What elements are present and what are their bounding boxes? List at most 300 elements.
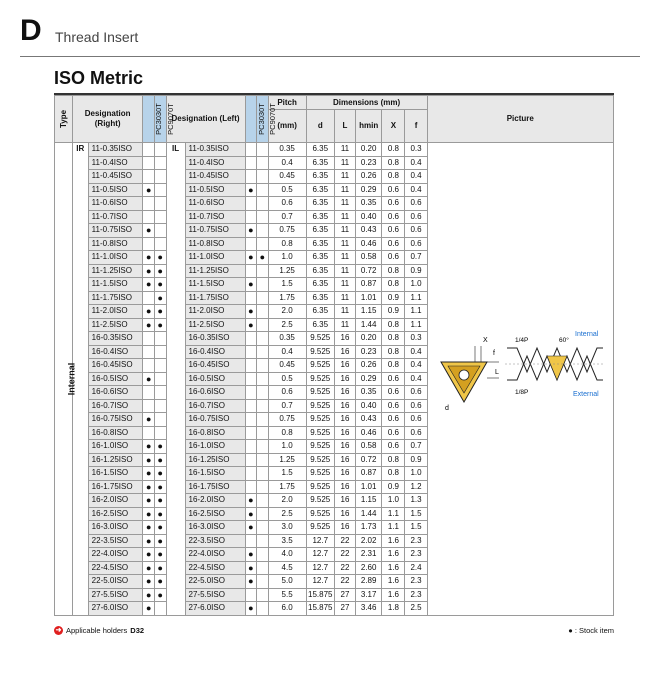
table-cell: 16 <box>334 480 355 494</box>
table-cell: 0.6 <box>405 413 427 427</box>
table-cell: 0.20 <box>356 143 382 157</box>
table-cell: 2.0 <box>268 305 306 319</box>
table-cell: 16-1.25ISO <box>88 453 143 467</box>
table-cell: 6.35 <box>306 291 334 305</box>
table-cell: 0.6 <box>268 197 306 211</box>
table-cell: 9.525 <box>306 399 334 413</box>
table-cell: 1.75 <box>268 480 306 494</box>
table-cell: ● <box>154 251 166 265</box>
table-cell: 1.1 <box>405 291 427 305</box>
table-cell <box>245 399 257 413</box>
table-cell: 1.15 <box>356 494 382 508</box>
table-cell: 22-3.5ISO <box>185 534 245 548</box>
table-cell: 16-0.8ISO <box>185 426 245 440</box>
table-cell: 2.3 <box>405 548 427 562</box>
table-cell: 1.01 <box>356 291 382 305</box>
table-cell: ● <box>154 534 166 548</box>
table-cell: ● <box>154 318 166 332</box>
table-cell: 9.525 <box>306 440 334 454</box>
table-cell: 0.9 <box>382 291 405 305</box>
table-cell <box>245 372 257 386</box>
table-cell <box>245 264 257 278</box>
table-cell: 0.45 <box>268 170 306 184</box>
table-cell <box>257 521 269 535</box>
table-cell: 1.1 <box>382 521 405 535</box>
table-cell <box>257 318 269 332</box>
table-cell: 16 <box>334 413 355 427</box>
table-cell: 0.8 <box>382 318 405 332</box>
table-cell <box>257 440 269 454</box>
table-cell: 0.26 <box>356 170 382 184</box>
table-cell: 11-0.35ISO <box>88 143 143 157</box>
table-cell: 11-0.5ISO <box>88 183 143 197</box>
table-cell: 1.73 <box>356 521 382 535</box>
table-cell: 1.6 <box>382 588 405 602</box>
table-cell: 0.8 <box>382 143 405 157</box>
table-cell: 9.525 <box>306 426 334 440</box>
table-cell: 16-1.5ISO <box>88 467 143 481</box>
table-cell: 3.0 <box>268 521 306 535</box>
table-cell: 0.29 <box>356 183 382 197</box>
table-cell: ● <box>245 305 257 319</box>
table-cell <box>245 386 257 400</box>
table-cell <box>245 359 257 373</box>
table-cell: 0.45 <box>268 359 306 373</box>
table-cell: 0.8 <box>268 237 306 251</box>
table-cell <box>257 507 269 521</box>
table-cell <box>154 359 166 373</box>
table-cell: ● <box>143 372 155 386</box>
thread-profile-icon <box>505 348 603 380</box>
table-cell: 16-2.5ISO <box>185 507 245 521</box>
L-header: L <box>334 110 355 143</box>
table-cell: 16-3.0ISO <box>185 521 245 535</box>
table-cell <box>257 534 269 548</box>
table-cell: 0.20 <box>356 332 382 346</box>
table-cell: 0.8 <box>268 426 306 440</box>
table-cell: 11 <box>334 291 355 305</box>
table-cell: 27-5.5ISO <box>88 588 143 602</box>
table-cell: 0.35 <box>268 332 306 346</box>
table-cell: 1.6 <box>382 534 405 548</box>
table-cell: ● <box>154 440 166 454</box>
table-cell: ● <box>245 494 257 508</box>
table-cell: 11 <box>334 251 355 265</box>
table-cell: 27 <box>334 602 355 616</box>
table-cell <box>245 413 257 427</box>
table-cell: 11-2.0ISO <box>185 305 245 319</box>
table-cell: 0.6 <box>382 386 405 400</box>
table-cell: 0.4 <box>405 372 427 386</box>
type-internal-cell: Internal <box>55 143 73 616</box>
table-cell: ● <box>245 251 257 265</box>
table-cell: 1.0 <box>382 494 405 508</box>
table-cell: 6.0 <box>268 602 306 616</box>
pitch-header: Pitch <box>268 96 306 110</box>
table-cell <box>257 183 269 197</box>
table-cell: 2.5 <box>268 318 306 332</box>
table-cell: 22 <box>334 548 355 562</box>
table-cell: 0.8 <box>382 345 405 359</box>
table-cell: 16 <box>334 332 355 346</box>
table-cell: 4.0 <box>268 548 306 562</box>
table-cell: ● <box>154 467 166 481</box>
table-cell: 0.8 <box>382 453 405 467</box>
table-cell: 16-0.5ISO <box>185 372 245 386</box>
label-60deg: 60° <box>559 336 570 344</box>
table-cell: 11-0.4ISO <box>185 156 245 170</box>
table-cell: 9.525 <box>306 507 334 521</box>
table-cell: ● <box>143 264 155 278</box>
table-cell: 0.87 <box>356 467 382 481</box>
table-cell: 0.6 <box>382 399 405 413</box>
table-cell: ● <box>143 575 155 589</box>
table-cell: ● <box>143 521 155 535</box>
table-cell: 0.87 <box>356 278 382 292</box>
table-cell: 1.44 <box>356 507 382 521</box>
table-cell: 11-1.25ISO <box>88 264 143 278</box>
table-cell: 16-1.75ISO <box>185 480 245 494</box>
table-cell <box>257 467 269 481</box>
table-cell: 16 <box>334 359 355 373</box>
table-cell: 16-0.75ISO <box>185 413 245 427</box>
table-cell: 15.875 <box>306 588 334 602</box>
table-cell <box>143 237 155 251</box>
table-cell: ● <box>143 305 155 319</box>
table-cell: 11-0.45ISO <box>185 170 245 184</box>
table-cell <box>154 386 166 400</box>
table-cell <box>257 494 269 508</box>
table-cell: 1.0 <box>268 440 306 454</box>
table-cell <box>257 453 269 467</box>
table-cell: 11-1.5ISO <box>88 278 143 292</box>
table-cell: ● <box>143 251 155 265</box>
table-cell: 0.46 <box>356 426 382 440</box>
table-cell: 0.8 <box>382 332 405 346</box>
table-cell: 16-2.0ISO <box>88 494 143 508</box>
table-cell: 0.26 <box>356 359 382 373</box>
table-cell <box>154 345 166 359</box>
table-cell: 12.7 <box>306 561 334 575</box>
table-cell: 0.75 <box>268 413 306 427</box>
table-cell: 0.8 <box>382 156 405 170</box>
table-cell: ● <box>143 602 155 616</box>
picture-header: Picture <box>427 96 613 143</box>
d-header: d <box>306 110 334 143</box>
table-cell <box>257 345 269 359</box>
table-cell: 0.6 <box>405 426 427 440</box>
f-header: f <box>405 110 427 143</box>
table-cell <box>143 197 155 211</box>
table-cell: ● <box>143 494 155 508</box>
table-cell: 11 <box>334 237 355 251</box>
table-cell: 11-1.75ISO <box>185 291 245 305</box>
table-cell: 11 <box>334 197 355 211</box>
table-cell <box>245 588 257 602</box>
table-cell <box>143 345 155 359</box>
table-cell: 11-0.35ISO <box>185 143 245 157</box>
table-cell: 16-2.0ISO <box>185 494 245 508</box>
table-cell <box>245 480 257 494</box>
table-cell: 9.525 <box>306 332 334 346</box>
table-cell: 11-0.4ISO <box>88 156 143 170</box>
table-cell: 0.5 <box>268 372 306 386</box>
table-cell: 11 <box>334 278 355 292</box>
label-x: X <box>483 336 488 344</box>
grade-pc9070t-left-header: PC9070T <box>257 96 269 143</box>
table-cell: 1.6 <box>382 548 405 562</box>
table-cell: 0.6 <box>405 237 427 251</box>
table-cell <box>245 534 257 548</box>
table-cell <box>154 170 166 184</box>
table-cell: 11-1.0ISO <box>185 251 245 265</box>
type-header: Type <box>55 96 73 143</box>
prefix-right-cell: IR <box>72 143 88 616</box>
table-cell <box>257 372 269 386</box>
label-1-4p: 1/4P <box>515 336 529 344</box>
table-cell: 9.525 <box>306 467 334 481</box>
holders-prefix: Applicable holders <box>66 626 128 635</box>
table-cell: ● <box>154 507 166 521</box>
table-cell <box>143 143 155 157</box>
table-cell: 16 <box>334 440 355 454</box>
table-cell: ● <box>154 264 166 278</box>
table-cell: 11-0.6ISO <box>88 197 143 211</box>
table-cell: 16-1.0ISO <box>88 440 143 454</box>
table-cell: ● <box>143 467 155 481</box>
table-cell: 2.0 <box>268 494 306 508</box>
table-cell: 0.75 <box>268 224 306 238</box>
table-cell: 0.9 <box>405 264 427 278</box>
table-cell: 0.7 <box>405 440 427 454</box>
table-cell: 2.31 <box>356 548 382 562</box>
table-cell: 9.525 <box>306 494 334 508</box>
table-cell: 11-2.5ISO <box>185 318 245 332</box>
table-cell: 2.60 <box>356 561 382 575</box>
holders-page-link[interactable]: D32 <box>130 626 145 635</box>
table-cell: 22 <box>334 561 355 575</box>
table-cell: 0.6 <box>382 237 405 251</box>
table-cell: ● <box>154 494 166 508</box>
table-cell: 22 <box>334 575 355 589</box>
table-cell: 22-4.0ISO <box>88 548 143 562</box>
table-cell <box>143 332 155 346</box>
table-cell <box>257 170 269 184</box>
table-cell: 11-1.5ISO <box>185 278 245 292</box>
table-cell: 0.6 <box>382 372 405 386</box>
table-cell: 0.6 <box>405 399 427 413</box>
table-cell: ● <box>154 305 166 319</box>
designation-left-header: Designation (Left) <box>166 96 245 143</box>
table-cell <box>154 413 166 427</box>
table-cell: 22-5.0ISO <box>185 575 245 589</box>
table-cell <box>245 345 257 359</box>
table-cell: 1.2 <box>405 480 427 494</box>
table-cell: 9.525 <box>306 521 334 535</box>
table-cell: 0.43 <box>356 224 382 238</box>
table-cell: ● <box>245 278 257 292</box>
table-cell: ● <box>154 453 166 467</box>
table-cell <box>257 237 269 251</box>
prefix-left-cell: IL <box>166 143 185 616</box>
table-cell <box>257 480 269 494</box>
table-cell: 16-2.5ISO <box>88 507 143 521</box>
table-cell: 11 <box>334 143 355 157</box>
thread-insert-diagram <box>435 322 605 432</box>
table-cell: 12.7 <box>306 534 334 548</box>
table-cell: 6.35 <box>306 170 334 184</box>
table-cell <box>154 332 166 346</box>
table-cell <box>257 413 269 427</box>
table-cell: 16 <box>334 521 355 535</box>
label-f: f <box>493 349 496 357</box>
insert-picture-cell <box>427 143 613 616</box>
table-cell: 16-1.75ISO <box>88 480 143 494</box>
table-cell: 1.0 <box>405 278 427 292</box>
table-cell: ● <box>245 224 257 238</box>
section-letter: D <box>20 14 42 47</box>
table-cell <box>143 210 155 224</box>
table-cell <box>154 426 166 440</box>
table-cell: 6.35 <box>306 210 334 224</box>
insert-icon <box>441 346 499 402</box>
table-cell: 2.3 <box>405 575 427 589</box>
table-cell: 0.5 <box>268 183 306 197</box>
table-cell: 16-0.4ISO <box>88 345 143 359</box>
table-cell <box>154 372 166 386</box>
table-cell <box>245 237 257 251</box>
table-cell: 11-0.8ISO <box>88 237 143 251</box>
table-cell: 16-0.7ISO <box>88 399 143 413</box>
table-cell: 2.5 <box>405 602 427 616</box>
applicable-holders-note <box>54 626 144 635</box>
table-cell <box>245 467 257 481</box>
table-cell <box>257 602 269 616</box>
table-cell <box>143 156 155 170</box>
table-cell: 11-0.45ISO <box>88 170 143 184</box>
table-cell: ● <box>143 318 155 332</box>
table-cell: 11 <box>334 305 355 319</box>
table-cell <box>257 278 269 292</box>
table-cell: 0.6 <box>382 183 405 197</box>
table-cell: 16 <box>334 345 355 359</box>
table-cell: 0.58 <box>356 251 382 265</box>
table-cell: 16-0.35ISO <box>88 332 143 346</box>
table-cell: 0.72 <box>356 264 382 278</box>
table-cell <box>257 143 269 157</box>
table-cell: 0.4 <box>268 156 306 170</box>
table-cell: 11-0.75ISO <box>185 224 245 238</box>
table-row <box>55 143 614 157</box>
table-cell: 9.525 <box>306 413 334 427</box>
table-cell: 0.7 <box>405 251 427 265</box>
table-cell <box>257 156 269 170</box>
table-cell <box>257 291 269 305</box>
table-cell: 0.4 <box>268 345 306 359</box>
table-cell <box>143 399 155 413</box>
table-cell: ● <box>245 507 257 521</box>
table-cell <box>154 224 166 238</box>
table-cell <box>143 291 155 305</box>
table-cell: 6.35 <box>306 278 334 292</box>
table-cell: 11-1.0ISO <box>88 251 143 265</box>
table-cell <box>245 426 257 440</box>
table-cell: 6.35 <box>306 183 334 197</box>
grade-pc3030t-left-header: PC3030T <box>245 96 257 143</box>
table-cell <box>143 359 155 373</box>
table-cell <box>257 224 269 238</box>
table-cell: 22-3.5ISO <box>88 534 143 548</box>
table-cell <box>257 197 269 211</box>
table-cell: 16-0.45ISO <box>88 359 143 373</box>
table-cell: 6.35 <box>306 224 334 238</box>
table-cell: 0.8 <box>382 359 405 373</box>
table-cell: 11 <box>334 318 355 332</box>
table-cell: ● <box>245 548 257 562</box>
table-cell <box>154 602 166 616</box>
table-cell: 11-0.5ISO <box>185 183 245 197</box>
table-cell: 15.875 <box>306 602 334 616</box>
table-cell: 0.8 <box>382 170 405 184</box>
table-cell <box>154 156 166 170</box>
table-cell: 16-0.4ISO <box>185 345 245 359</box>
table-cell: 11 <box>334 210 355 224</box>
table-cell: 0.72 <box>356 453 382 467</box>
table-cell: 0.6 <box>382 224 405 238</box>
table-cell <box>257 426 269 440</box>
table-cell <box>245 332 257 346</box>
table-cell <box>257 561 269 575</box>
table-cell: ● <box>143 561 155 575</box>
table-cell <box>245 156 257 170</box>
table-cell: 16 <box>334 372 355 386</box>
table-cell: 2.3 <box>405 588 427 602</box>
table-cell: 2.89 <box>356 575 382 589</box>
table-cell: 3.46 <box>356 602 382 616</box>
grade-pc3030t-header: PC3030T <box>143 96 155 143</box>
table-cell: 1.1 <box>382 507 405 521</box>
table-cell: 22 <box>334 534 355 548</box>
table-cell <box>245 453 257 467</box>
table-cell: ● <box>245 602 257 616</box>
table-cell: 0.6 <box>405 386 427 400</box>
table-cell: 6.35 <box>306 264 334 278</box>
table-cell: 16-0.45ISO <box>185 359 245 373</box>
table-cell: 1.5 <box>268 467 306 481</box>
table-cell: 16 <box>334 494 355 508</box>
table-cell: 1.25 <box>268 264 306 278</box>
thread-insert-table <box>54 95 614 616</box>
table-cell: 1.1 <box>405 318 427 332</box>
table-cell: 0.7 <box>268 399 306 413</box>
table-cell: ● <box>154 588 166 602</box>
table-cell: 0.46 <box>356 237 382 251</box>
table-cell: 0.6 <box>382 426 405 440</box>
table-cell: 11 <box>334 264 355 278</box>
table-cell: ● <box>154 278 166 292</box>
table-cell <box>154 143 166 157</box>
table-cell: 5.0 <box>268 575 306 589</box>
table-cell: 0.43 <box>356 413 382 427</box>
table-cell: 22-5.0ISO <box>88 575 143 589</box>
table-cell: 0.6 <box>405 224 427 238</box>
table-cell: 0.58 <box>356 440 382 454</box>
table-cell: 16 <box>334 453 355 467</box>
table-cell <box>257 386 269 400</box>
table-cell: ● <box>245 318 257 332</box>
table-cell <box>154 210 166 224</box>
table-cell: 16-0.7ISO <box>185 399 245 413</box>
